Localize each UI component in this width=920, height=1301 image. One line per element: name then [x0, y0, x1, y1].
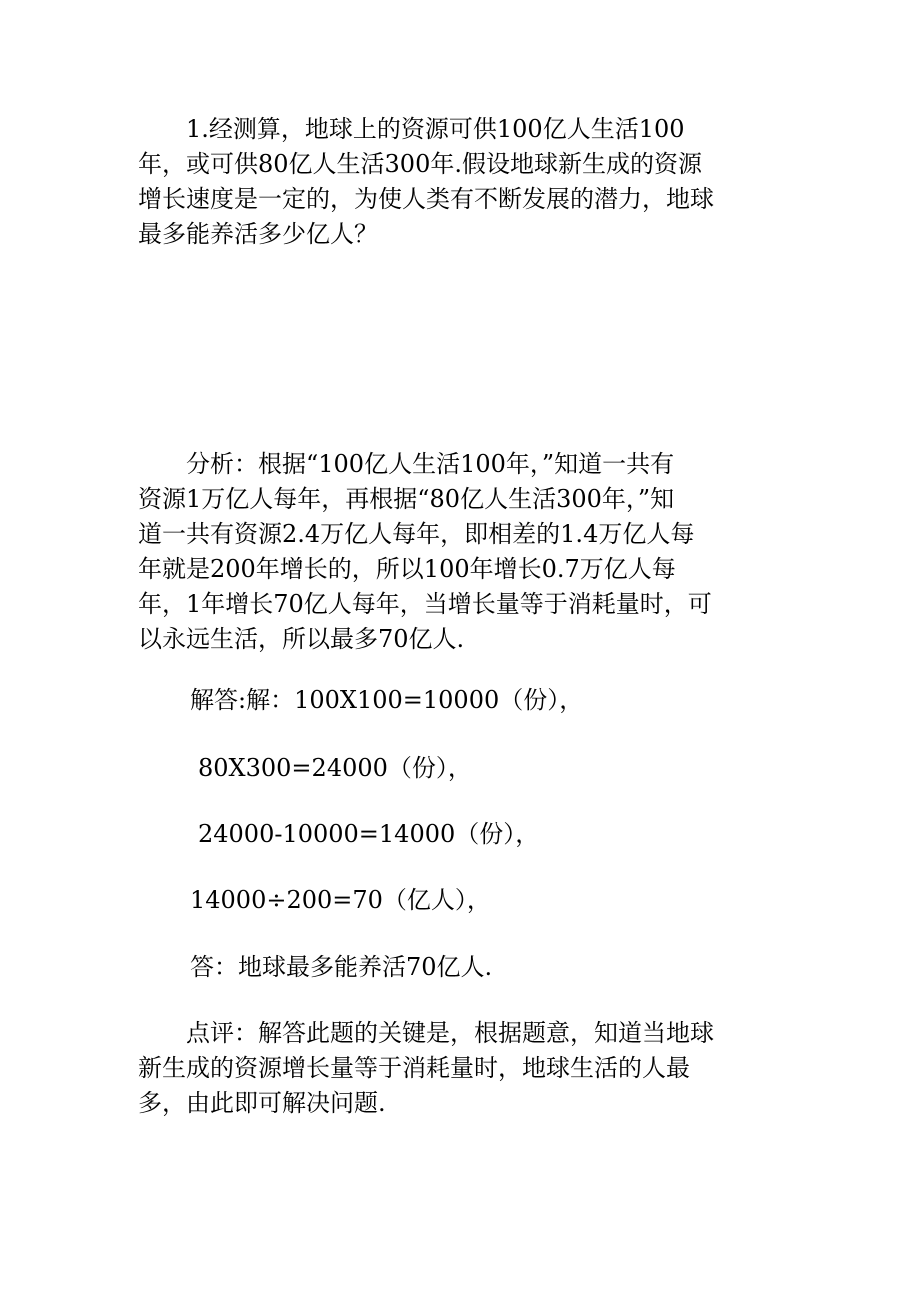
answer-intro-line: 解答:解：100X100=10000（份），	[190, 686, 584, 714]
calculation-line-2: 24000-10000=14000（份），	[198, 820, 540, 848]
comment-paragraph: 点评：解答此题的关键是，根据题意，知道当地球 新生成的资源增长量等于消耗量时，地球生活的人最 多，由此即可解决问题.	[138, 1019, 714, 1117]
calculation-line-1: 80X300=24000（份），	[198, 754, 472, 782]
calculation-line-3: 14000÷200=70（亿人），	[190, 886, 491, 914]
analysis-paragraph: 分析：根据“100亿人生活100年，”知道一共有 资源1万亿人每年，再根据“80亿人生活300年，”知 道一共有资源2.4万亿人每年，即相差的1.4万亿人每 年就是200年增长的，所以100年增长0.7万亿人每 年，1年增长70亿人每年，当增长量等于消耗量时，可 以永远生活，所以最多70亿人.	[138, 450, 712, 653]
final-answer-line: 答：地球最多能养活70亿人.	[190, 953, 493, 981]
problem-statement: 1.经测算，地球上的资源可供100亿人生活100 年，或可供80亿人生活300年.假设地球新生成的资源 增长速度是一定的，为使人类有不断发展的潜力，地球 最多能养活多少亿人？	[138, 115, 714, 248]
